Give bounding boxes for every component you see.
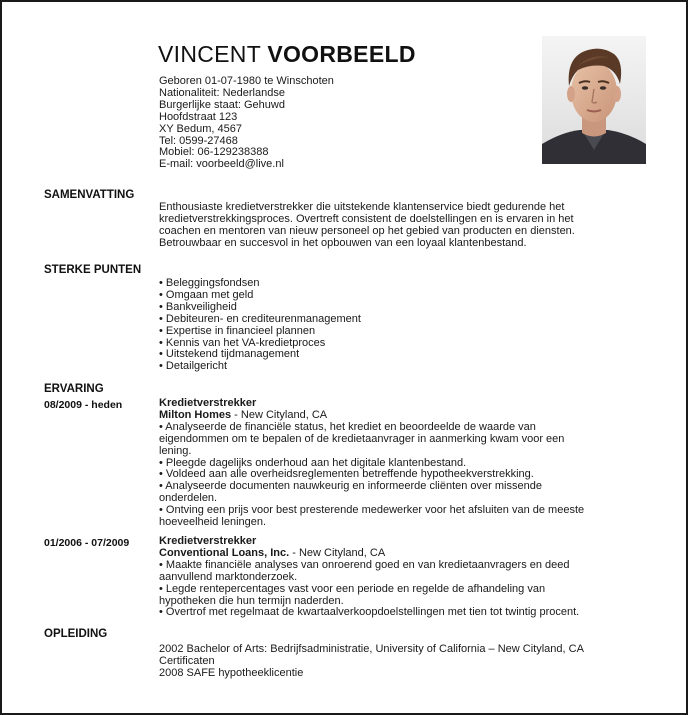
job-line: • Pleegde dagelijks onderhoud aan het digitale klantenbestand. — [159, 456, 467, 469]
job-line: hoeveelheid leningen. — [159, 516, 267, 529]
summary-text — [159, 202, 639, 250]
list-item: • Detailgericht — [159, 360, 228, 373]
job-entry — [159, 536, 639, 619]
job-line: • Analyseerde de financiële status, het krediet en beoordeelde de waarde van — [159, 420, 536, 433]
section-title-education: OPLEIDING — [44, 628, 108, 640]
list-item: • Beleggingsfondsen — [159, 277, 260, 289]
contact-line: XY Bedum, 4567 — [159, 122, 242, 135]
job-line: onderdelen. — [159, 492, 218, 505]
job-role: Kredietverstrekker — [159, 535, 257, 547]
summary-line: kredietverstrekkingsproces. Overtreft consistent de doelstellingen en is ervaren in het — [159, 212, 574, 225]
contact-line: Tel: 0599-27468 — [159, 134, 238, 147]
job-line: • Analyseerde documenten nauwkeurig en informeerde cliënten over missende — [159, 480, 542, 493]
list-item: • Expertise in financieel plannen — [159, 324, 316, 337]
last-name: VOORBEELD — [267, 41, 416, 67]
job-line: hypotheken die hun termijn naderden. — [159, 594, 344, 607]
section-title-strengths: STERKE PUNTEN — [44, 264, 142, 276]
contact-line: Nationaliteit: Nederlandse — [159, 86, 285, 99]
job-line: • Legde rentepercentages vast voor een periode en regelde de afhandeling van — [159, 582, 546, 595]
job-company: Milton Homes — [159, 408, 232, 421]
section-title-experience: ERVARING — [44, 383, 104, 395]
contact-line: Geboren 01-07-1980 te Winschoten — [159, 75, 334, 87]
job-line: • Maakte financiële analyses van onroerend goed en van kredietaanvragers en deed — [159, 558, 570, 571]
list-item: • Kennis van het VA-kredietproces — [159, 336, 326, 349]
summary-line: Enthousiaste kredietverstrekker die uitstekende klantenservice biedt gedurende het — [159, 201, 565, 213]
job-location: - New Cityland, CA — [289, 546, 386, 559]
job-line: eigendommen om te bepalen of de kredietaanvrager in aanmerking kwam voor een — [159, 432, 565, 445]
job-company: Conventional Loans, Inc. — [159, 546, 290, 559]
candidate-name — [158, 41, 416, 68]
contact-line: Hoofdstraat 123 — [159, 110, 238, 123]
job-line: • Voldeed aan alle overheidsreglementen betreffende hypotheekverstrekking. — [159, 468, 534, 481]
job-entry — [159, 398, 639, 529]
list-item: • Debiteuren- en crediteurenmanagement — [159, 312, 361, 325]
job-location: - New Cityland, CA — [231, 408, 328, 421]
job-role: Kredietverstrekker — [159, 397, 257, 409]
contact-line: Mobiel: 06-129238388 — [159, 146, 269, 159]
portrait-illustration — [542, 36, 646, 164]
job-line: aanvullend marktonderzoek. — [159, 570, 298, 583]
job-dates: 01/2006 - 07/2009 — [44, 537, 130, 549]
summary-line: Betrouwbaar en succesvol in het opbouwen van een loyaal klantenbestand. — [159, 236, 527, 249]
education-line: 2002 Bachelor of Arts: Bedrijfsadministratie, University of California – New Cityland, CA — [159, 643, 584, 655]
contact-line: Burgerlijke staat: Gehuwd — [159, 98, 285, 111]
job-line: • Overtrof met regelmaat de kwartaalverkoopdoelstellingen met tien tot twintig procent. — [159, 606, 580, 619]
job-line: lening. — [159, 444, 192, 457]
job-line: • Ontving een prijs voor best presterende medewerker voor het afsluiten van de meeste — [159, 504, 585, 517]
contact-details — [159, 76, 334, 171]
profile-photo — [542, 36, 646, 164]
strengths-list — [159, 278, 639, 373]
first-name: VINCENT — [158, 41, 261, 67]
summary-line: coachen en mentoren van nieuw personeel op het gebied van producten en diensten. — [159, 224, 575, 237]
section-title-summary: SAMENVATTING — [44, 189, 135, 201]
list-item: • Bankveiligheid — [159, 300, 237, 313]
job-dates: 08/2009 - heden — [44, 399, 123, 411]
list-item: • Omgaan met geld — [159, 288, 254, 301]
education-text — [159, 644, 639, 680]
list-item: • Uitstekend tijdmanagement — [159, 348, 300, 361]
contact-line: E-mail: voorbeeld@live.nl — [159, 158, 284, 171]
education-line: 2008 SAFE hypotheeklicentie — [159, 666, 304, 679]
education-line: Certificaten — [159, 654, 215, 667]
